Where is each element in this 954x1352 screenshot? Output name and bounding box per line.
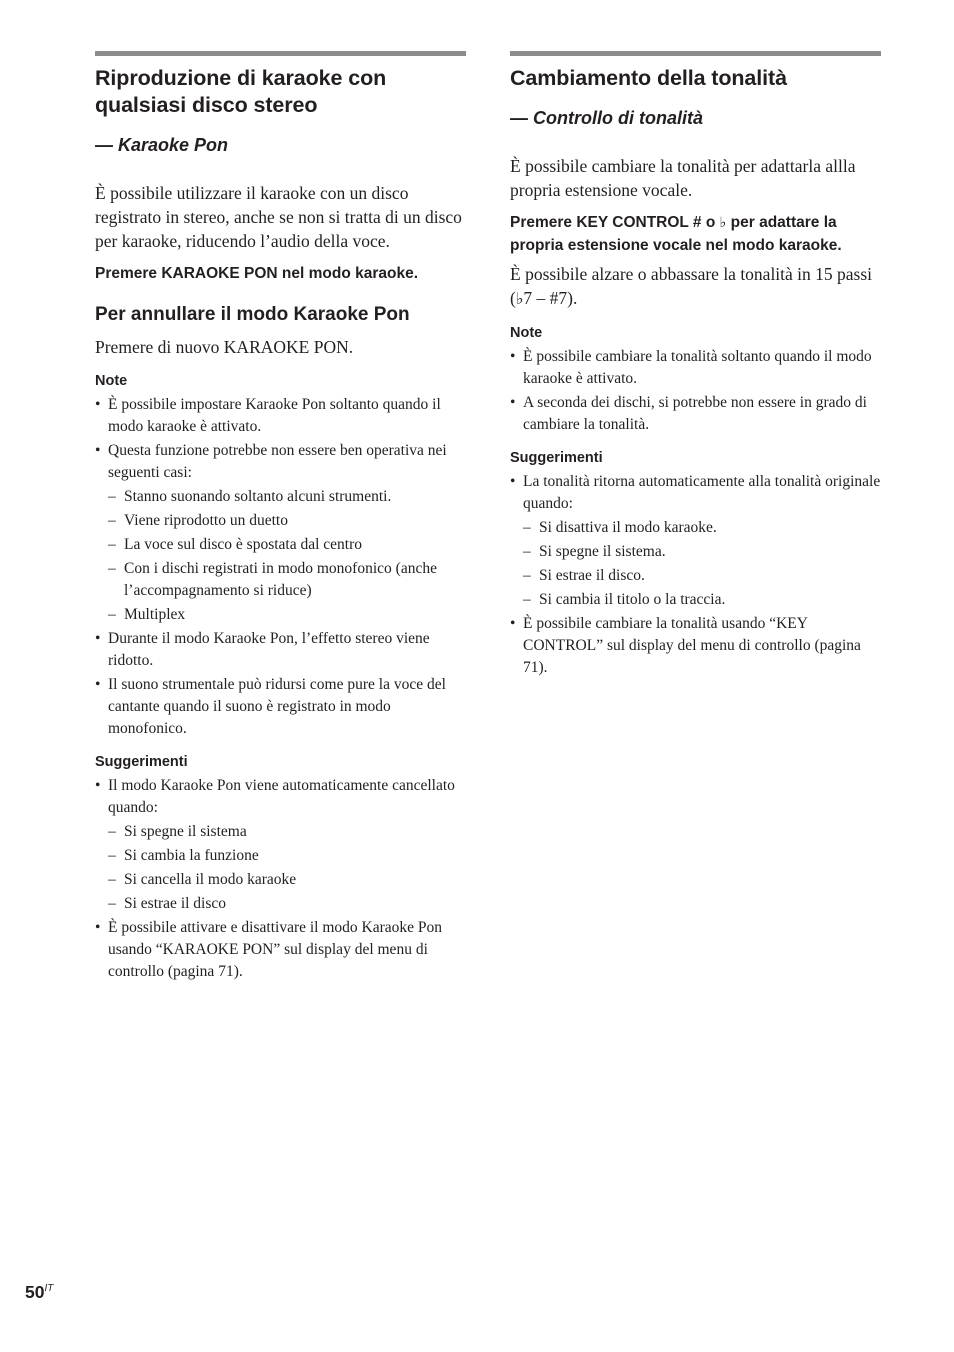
result-text xyxy=(510,262,881,311)
page-number-value: 50 xyxy=(25,1282,45,1302)
tip-item: • È possibile cambiare la tonalità usando “KEY CONTROL” sul display del menu di controllo (pagina 71). xyxy=(510,613,881,679)
tip-subitem: – Si cancella il modo karaoke xyxy=(95,869,466,891)
note-label: Note xyxy=(510,325,543,341)
result-part: 7). xyxy=(558,288,578,308)
right-column xyxy=(510,51,881,681)
page-language-suffix: IT xyxy=(44,1283,54,1294)
note-subitem: – Stanno suonando soltanto alcuni strumenti. xyxy=(95,486,466,508)
tip-subitem: – Si cambia la funzione xyxy=(95,845,466,867)
section-rule xyxy=(510,51,881,56)
result-part: È possibile alzare o abbassare la tonalità in 15 passi ( xyxy=(510,264,873,308)
note-item: • A seconda dei dischi, si potrebbe non essere in grado di cambiare la tonalità. xyxy=(510,392,881,436)
tip-item: • Il modo Karaoke Pon viene automaticamente cancellato quando: xyxy=(95,775,466,819)
notes-list xyxy=(510,346,881,436)
notes-list xyxy=(95,394,466,740)
note-item: • Questa funzione potrebbe non essere ben operativa nei seguenti casi: xyxy=(95,440,466,484)
instruction-text: per adattare la propria estensione vocale nel modo karaoke. xyxy=(510,214,842,254)
cancel-heading: Per annullare il modo Karaoke Pon xyxy=(95,303,410,325)
section-subtitle: — Karaoke Pon xyxy=(95,135,229,155)
result-part: 7 – xyxy=(523,288,550,308)
intro-paragraph: È possibile utilizzare il karaoke con un disco registrato in stereo, anche se non si tratta di un disco per karaoke, riducendo l’audio della voce. xyxy=(95,183,462,251)
tips-label: Suggerimenti xyxy=(510,450,603,466)
tips-list xyxy=(510,471,881,679)
cancel-text: Premere di nuovo KARAOKE PON. xyxy=(95,336,354,357)
tip-subitem: – Si disattiva il modo karaoke. xyxy=(510,517,881,539)
note-item: • È possibile impostare Karaoke Pon soltanto quando il modo karaoke è attivato. xyxy=(95,394,466,438)
instruction-step: Premere KARAOKE PON nel modo karaoke. xyxy=(95,265,419,282)
flat-symbol: ♭ xyxy=(719,215,727,231)
note-label: Note xyxy=(95,372,128,389)
instruction-text: Premere KEY CONTROL xyxy=(510,214,693,231)
note-subitem: – Multiplex xyxy=(95,604,466,626)
section-rule xyxy=(95,51,466,56)
tip-subitem: – Si spegne il sistema. xyxy=(510,541,881,563)
note-item: • È possibile cambiare la tonalità soltanto quando il modo karaoke è attivato. xyxy=(510,346,881,390)
note-item: • Il suono strumentale può ridursi come pure la voce del cantante quando il suono è registrato in modo monofonico. xyxy=(95,674,466,740)
tip-subitem: – Si estrae il disco. xyxy=(510,565,881,587)
sharp-symbol: # xyxy=(549,288,559,308)
tip-item: • La tonalità ritorna automaticamente alla tonalità originale quando: xyxy=(510,471,881,515)
section-title: Riproduzione di karaoke con qualsiasi disco stereo xyxy=(95,66,387,117)
intro-paragraph: È possibile cambiare la tonalità per adattarla allla propria estensione vocale. xyxy=(510,156,856,200)
tip-subitem: – Si spegne il sistema xyxy=(95,821,466,843)
sharp-symbol: # xyxy=(692,214,702,231)
section-title: Cambiamento della tonalità xyxy=(510,66,787,90)
flat-symbol: ♭ xyxy=(515,289,524,308)
left-column xyxy=(95,51,466,985)
tip-subitem: – Si estrae il disco xyxy=(95,893,466,915)
note-subitem: – Con i dischi registrati in modo monofonico (anche l’accompagnamento si riduce) xyxy=(95,558,466,602)
section-subtitle: — Controllo di tonalità xyxy=(510,108,703,128)
instruction-text: o xyxy=(701,214,720,231)
tips-label: Suggerimenti xyxy=(95,753,188,770)
instruction-step xyxy=(510,212,881,257)
note-subitem: – Viene riprodotto un duetto xyxy=(95,510,466,532)
tips-list xyxy=(95,775,466,983)
note-item: • Durante il modo Karaoke Pon, l’effetto stereo viene ridotto. xyxy=(95,628,466,672)
tip-subitem: – Si cambia il titolo o la traccia. xyxy=(510,589,881,611)
tip-item: • È possibile attivare e disattivare il modo Karaoke Pon usando “KARAOKE PON” sul display del menu di controllo (pagina 71). xyxy=(95,917,466,983)
page-number xyxy=(25,1282,53,1303)
note-subitem: – La voce sul disco è spostata dal centro xyxy=(95,534,466,556)
